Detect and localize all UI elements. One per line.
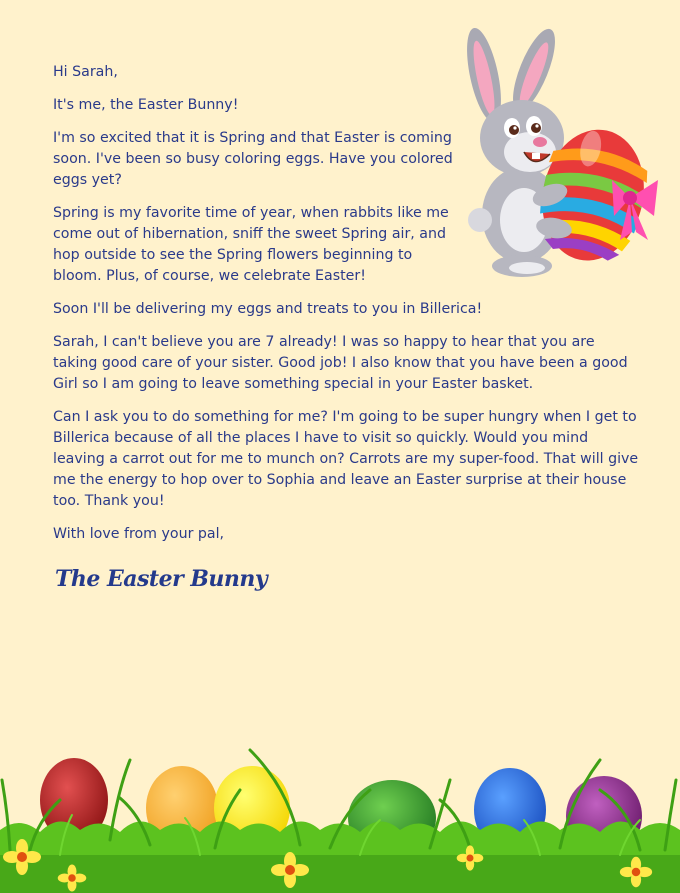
- signature: The Easter Bunny: [55, 566, 268, 592]
- letter-paragraph-delivery: Soon I'll be delivering my eggs and treats to you in Billerica!: [53, 301, 483, 317]
- letter-paragraph-intro: It's me, the Easter Bunny!: [53, 97, 239, 113]
- letter-paragraph-spring-coming: I'm so excited that it is Spring and that Easter is coming soon. I've been so busy coloring eggs. Have you colored eggs yet?: [53, 130, 453, 188]
- grass-with-easter-eggs-illustration: [0, 720, 680, 893]
- letter-body: [53, 62, 643, 557]
- letter-paragraph-favorite-time: Spring is my favorite time of year, when rabbits like me come out of hibernation, sniff the sweet Spring air, and hop outside to see the Spring flowers beginning to bloom. Plus, of course, we celebrate Easter!: [53, 205, 449, 284]
- letter-paragraph-carrot-request: Can I ask you to do something for me? I'm going to be super hungry when I get to Billerica because of all the places I have to visit so quickly. Would you mind leaving a carrot out for me to munch on? Carrots are my super-food. That will give me the energy to hop over to Sophia and leave an Easter surprise at their house too. Thank you!: [53, 409, 639, 509]
- letter-paragraph-personal: Sarah, I can't believe you are 7 already! I was so happy to hear that you are taking good care of your sister. Good job! I also know that you have been a good Girl so I am going to leave something special in your Easter basket.: [53, 334, 628, 392]
- letter-closing: With love from your pal,: [53, 526, 225, 542]
- letter-greeting: Hi Sarah,: [53, 64, 118, 80]
